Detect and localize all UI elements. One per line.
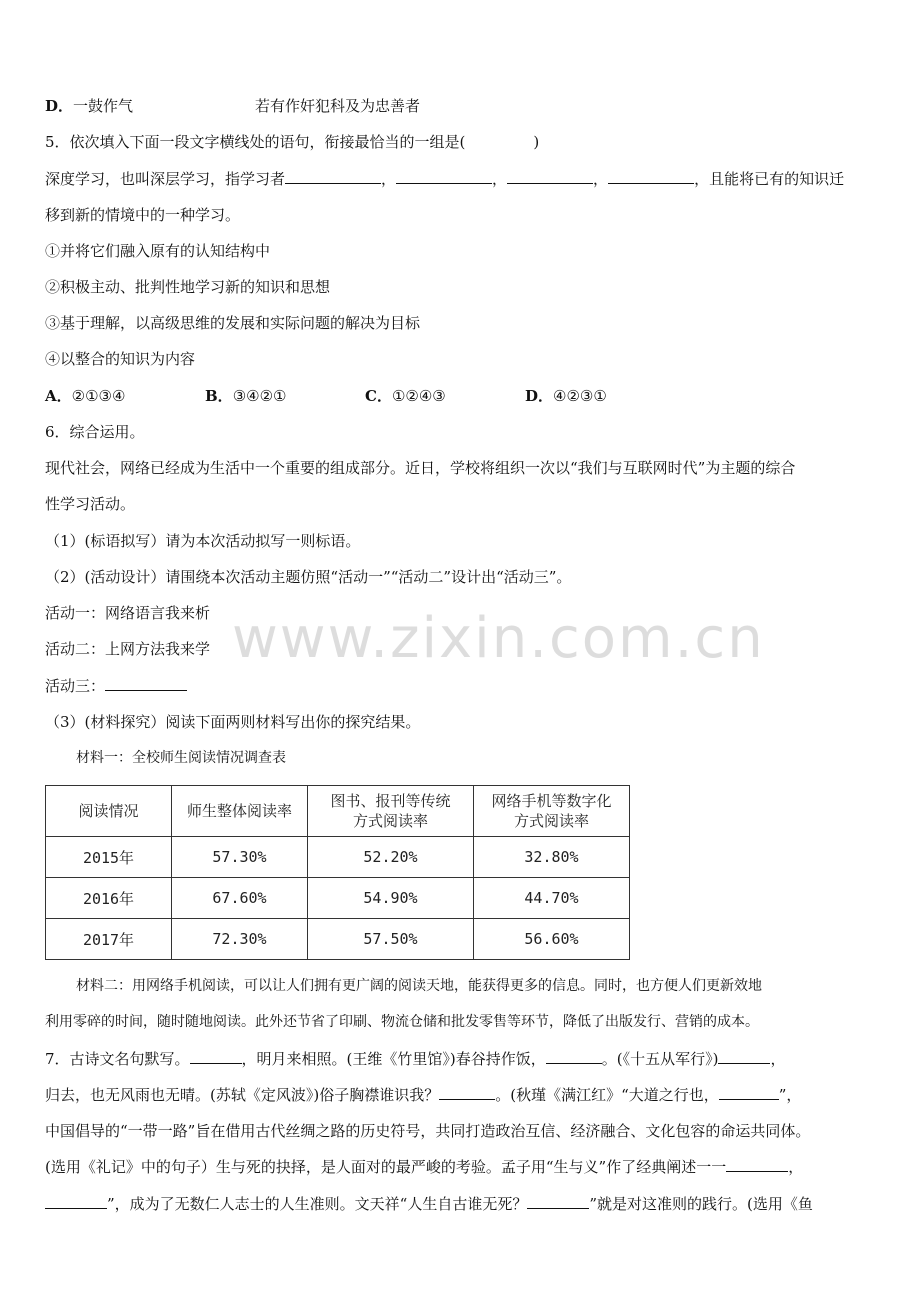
option-label: C． [365, 387, 392, 405]
q5-item: ②积极主动、批判性地学习新的知识和思想 [45, 278, 331, 296]
q6-sub3: （3）(材料探究）阅读下面两则材料写出你的探究结果。 [45, 713, 421, 731]
option-c[interactable] [365, 386, 525, 406]
table-cell: 56.60% [474, 919, 630, 960]
answer-blank[interactable] [546, 1049, 602, 1064]
table-cell: 57.30% [172, 837, 308, 878]
answer-blank[interactable] [719, 1085, 779, 1100]
table-header-cell: 阅读情况 [46, 786, 172, 837]
option-text: 若有作奸犯科及为忠善者 [255, 97, 421, 115]
activity-3 [45, 676, 187, 696]
answer-blank[interactable] [45, 1194, 107, 1209]
q5-passage [45, 169, 844, 189]
q7-line5 [45, 1194, 813, 1214]
q6-sub1: （1）(标语拟写）请为本次活动拟写一则标语。 [45, 532, 361, 550]
question-text: 5．依次填入下面一段文字横线处的语句，衔接最恰当的一组是( [45, 133, 466, 151]
watermark: www.zixin.com.cn [232, 606, 765, 671]
option-text: ①②④③ [391, 387, 446, 405]
option-text: ②①③④ [71, 387, 126, 405]
table-cell: 57.50% [308, 919, 474, 960]
question-text: ， [770, 1050, 786, 1068]
answer-blank[interactable] [527, 1194, 589, 1209]
option-b[interactable] [205, 386, 365, 406]
passage-text: ，且能将已有的知识迁 [694, 170, 845, 188]
passage-text: ， [492, 170, 508, 188]
answer-blank[interactable] [285, 169, 381, 184]
question-text: 。(《十五从军行》) [601, 1050, 719, 1068]
q7-line2 [45, 1085, 801, 1105]
answer-blank[interactable] [718, 1049, 770, 1064]
option-label: D． [45, 97, 74, 115]
answer-blank[interactable] [439, 1085, 495, 1100]
question-text: ，明月来相照。(王维《竹里馆》)春谷持作饭， [241, 1050, 546, 1068]
q4-option-d [45, 96, 420, 116]
question-text: ”， [778, 1086, 802, 1104]
table-header-cell: 图书、报刊等传统 方式阅读率 [308, 786, 474, 837]
answer-blank[interactable] [396, 169, 492, 184]
passage-text: ， [593, 170, 609, 188]
table-row [46, 837, 630, 878]
reading-survey-table [45, 785, 630, 960]
table-header-cell: 师生整体阅读率 [172, 786, 308, 837]
material-1-title: 材料一：全校师生阅读情况调查表 [76, 750, 286, 766]
table-cell: 67.60% [172, 878, 308, 919]
option-label: B． [205, 387, 233, 405]
q5-passage-line2: 移到新的情境中的一种学习。 [45, 206, 241, 224]
question-text: ”就是对这准则的践行。(选用《鱼 [589, 1195, 813, 1213]
table-row [46, 878, 630, 919]
answer-blank[interactable] [105, 676, 187, 691]
option-label: A． [45, 387, 72, 405]
activity-1: 活动一：网络语言我来析 [45, 604, 211, 622]
answer-blank[interactable] [608, 169, 694, 184]
table-cell: 52.20% [308, 837, 474, 878]
table-cell: 54.90% [308, 878, 474, 919]
option-label: D． [525, 387, 554, 405]
answer-blank[interactable] [726, 1157, 788, 1172]
q7-line4 [45, 1157, 803, 1177]
table-header-cell: 网络手机等数字化 方式阅读率 [474, 786, 630, 837]
table-header-row [46, 786, 630, 837]
activity-label: 活动三： [45, 677, 106, 695]
question-text: 。(秋瑾《满江红》“大道之行也， [495, 1086, 719, 1104]
question-text: ) [533, 133, 540, 151]
q6-sub2: （2）(活动设计）请围绕本次活动主题仿照“活动一”“活动二”设计出“活动三”。 [45, 568, 572, 586]
table-cell: 2016年 [46, 878, 172, 919]
question-text: 归去，也无风雨也无晴。(苏轼《定风波》)俗子胸襟谁识我？ [45, 1086, 440, 1104]
passage-text: 深度学习，也叫深层学习，指学习者 [45, 170, 286, 188]
question-text: ， [788, 1158, 804, 1176]
q6-intro-line2: 性学习活动。 [45, 495, 136, 513]
material-2-line2: 利用零碎的时间，随时随地阅读。此外还节省了印刷、物流仓储和批发零售等环节，降低了出版发行、营销的成本。 [45, 1014, 759, 1030]
table-cell: 72.30% [172, 919, 308, 960]
option-text: 一鼓作气 [73, 97, 134, 115]
table-row [46, 919, 630, 960]
question-text: 7．古诗文名句默写。 [45, 1050, 190, 1068]
option-text: ④②③① [553, 387, 607, 405]
q5-options [45, 386, 607, 406]
answer-blank[interactable] [507, 169, 593, 184]
table-cell: 32.80% [474, 837, 630, 878]
q6-intro: 现代社会，网络已经成为生活中一个重要的组成部分。近日，学校将组织一次以“我们与互联网时代”为主题的综合 [45, 459, 796, 477]
option-a[interactable] [45, 386, 205, 406]
table-cell: 2017年 [46, 919, 172, 960]
option-text: ③④②① [232, 387, 287, 405]
q5-item: ③基于理解，以高级思维的发展和实际问题的解决为目标 [45, 314, 421, 332]
q5-stem [45, 132, 539, 152]
table-cell: 2015年 [46, 837, 172, 878]
q6-stem: 6．综合运用。 [45, 423, 145, 441]
passage-text: ， [381, 170, 397, 188]
q7-line3: 中国倡导的“一带一路”旨在借用古代丝绸之路的历史符号，共同打造政治互信、经济融合、文化包容的命运共同体。 [45, 1122, 811, 1140]
question-text: (选用《礼记》中的句子）生与死的抉择，是人面对的最严峻的考验。孟子用“生与义”作了经典阐述一一 [45, 1158, 727, 1176]
q7-line1 [45, 1049, 786, 1069]
activity-2: 活动二：上网方法我来学 [45, 640, 211, 658]
material-2: 材料二：用网络手机阅读，可以让人们拥有更广阔的阅读天地，能获得更多的信息。同时，也方便人们更新效地 [76, 978, 762, 994]
option-d[interactable] [525, 386, 607, 406]
answer-blank[interactable] [190, 1049, 242, 1064]
question-text: ”，成为了无数仁人志士的人生准则。文天祥“人生自古谁无死？ [107, 1195, 528, 1213]
q5-item: ④以整合的知识为内容 [45, 350, 196, 368]
table-cell: 44.70% [474, 878, 630, 919]
q5-item: ①并将它们融入原有的认知结构中 [45, 242, 271, 260]
